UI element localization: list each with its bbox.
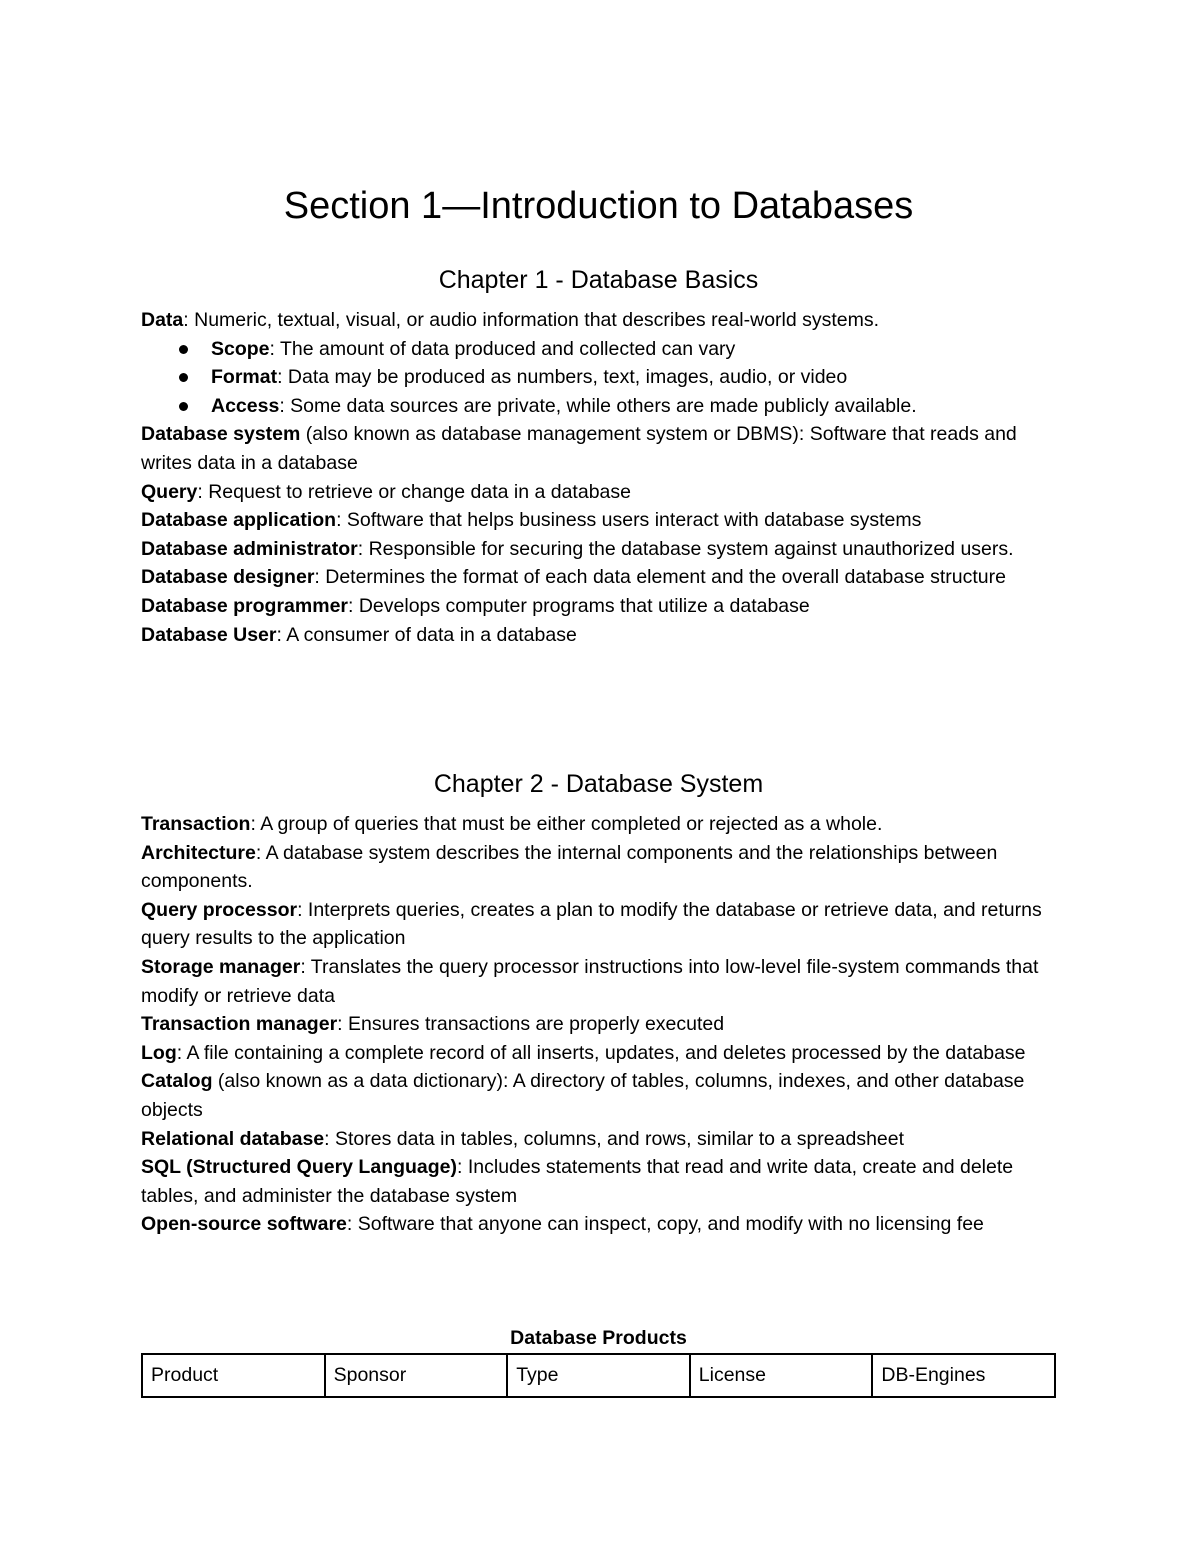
definition (141, 1210, 1056, 1239)
column-header-db-engines: DB-Engines (872, 1354, 1055, 1397)
definition-term: Database administrator (141, 537, 358, 560)
definition (141, 1153, 1056, 1210)
column-header-license: License (690, 1354, 873, 1397)
definition-text: : Interprets queries, creates a plan to modify the database or retrieve data, and returns query results to the application (141, 898, 1042, 950)
table-header-row (142, 1354, 1055, 1397)
chapter-1-body (141, 306, 1056, 649)
definition-term: Open-source software (141, 1213, 347, 1236)
definition (141, 420, 1056, 477)
definition-text: : A database system describes the internal components and the relationships between components. (141, 841, 998, 893)
definition (141, 506, 1056, 535)
definition-term: Database system (141, 423, 301, 446)
definition-text: : A group of queries that must be either completed or rejected as a whole. (250, 813, 883, 835)
bullet-term: Access (211, 394, 280, 417)
bullet-text: : The amount of data produced and collected can vary (269, 337, 736, 360)
definition-text: : Develops computer programs that utilize a database (348, 594, 810, 617)
definition (141, 810, 1056, 839)
definition-term: Transaction manager (141, 1013, 338, 1036)
definition-text: : Software that helps business users interact with database systems (336, 509, 922, 532)
definition-term: Relational database (141, 1127, 325, 1150)
definition-data (141, 306, 1056, 335)
bullet-text: : Data may be produced as numbers, text, images, audio, or video (277, 366, 848, 389)
definition-text: : Includes statements that read and write data, create and delete tables, and administer the database system (141, 1156, 1014, 1207)
bullet-icon (179, 373, 188, 382)
definition-term: Catalog (141, 1070, 213, 1093)
definition (141, 563, 1056, 592)
bullet-term: Scope (211, 337, 270, 360)
column-header-type: Type (507, 1354, 690, 1397)
definition-term: Log (141, 1041, 177, 1064)
definition-text: : A consumer of data in a database (276, 623, 577, 646)
list-item (141, 335, 1056, 364)
definition (141, 1039, 1056, 1068)
definition-text: : Translates the query processor instructions into low-level file-system commands that modify or retrieve data (141, 955, 1039, 1007)
definition (141, 839, 1056, 896)
definition (141, 953, 1056, 1010)
definition-text: : Responsible for securing the database system against unauthorized users. (357, 537, 1014, 560)
bullet-icon (179, 402, 188, 411)
definition-text: : Numeric, textual, visual, or audio information that describes real-world systems. (183, 309, 880, 331)
definition-term: Database application (141, 509, 337, 532)
definition-term: Query processor (141, 898, 298, 921)
definition-text: : Ensures transactions are properly executed (337, 1013, 725, 1036)
definition-term: Query (141, 480, 198, 503)
definition-text: : Stores data in tables, columns, and rows, similar to a spreadsheet (324, 1127, 905, 1150)
definition (141, 896, 1056, 953)
definition-term: Data (141, 309, 184, 331)
chapter-2-body (141, 810, 1056, 1239)
page-title: Section 1—Introduction to Databases (283, 185, 914, 227)
definition (141, 478, 1056, 507)
chapter-1-heading: Chapter 1 - Database Basics (438, 266, 759, 294)
definition (141, 1010, 1056, 1039)
database-products-table (141, 1353, 1056, 1398)
definition (141, 1067, 1056, 1124)
definition-text: : Request to retrieve or change data in a database (197, 480, 631, 503)
definition (141, 592, 1056, 621)
chapter-2-heading: Chapter 2 - Database System (433, 770, 764, 798)
definition-term: Architecture (141, 841, 256, 864)
data-properties-list (141, 335, 1056, 421)
bullet-term: Format (211, 366, 278, 389)
definition-term: Transaction (141, 813, 251, 835)
definition-text: : Software that anyone can inspect, copy, and modify with no licensing fee (346, 1213, 984, 1236)
list-item (141, 392, 1056, 421)
definition-text: : Determines the format of each data element and the overall database structure (314, 566, 1006, 589)
definition (141, 621, 1056, 650)
column-header-sponsor: Sponsor (325, 1354, 508, 1397)
definition-text: (also known as database management system or DBMS): Software that reads and writes data in a database (141, 423, 1017, 474)
bullet-text: : Some data sources are private, while others are made publicly available. (279, 394, 917, 417)
bullet-icon (179, 345, 188, 354)
definition-term: SQL (Structured Query Language) (141, 1156, 458, 1179)
list-item (141, 363, 1056, 392)
definition-term: Database programmer (141, 594, 348, 617)
definition-term: Storage manager (141, 955, 301, 978)
table-caption: Database Products (510, 1327, 687, 1349)
definition-text: : A file containing a complete record of all inserts, updates, and deletes processed by the database (176, 1041, 1026, 1064)
definition (141, 1125, 1056, 1154)
definition-term: Database User (141, 623, 277, 646)
definition (141, 535, 1056, 564)
column-header-product: Product (142, 1354, 325, 1397)
definition-term: Database designer (141, 566, 315, 589)
definition-text: (also known as a data dictionary): A directory of tables, columns, indexes, and other database objects (141, 1070, 1025, 1121)
